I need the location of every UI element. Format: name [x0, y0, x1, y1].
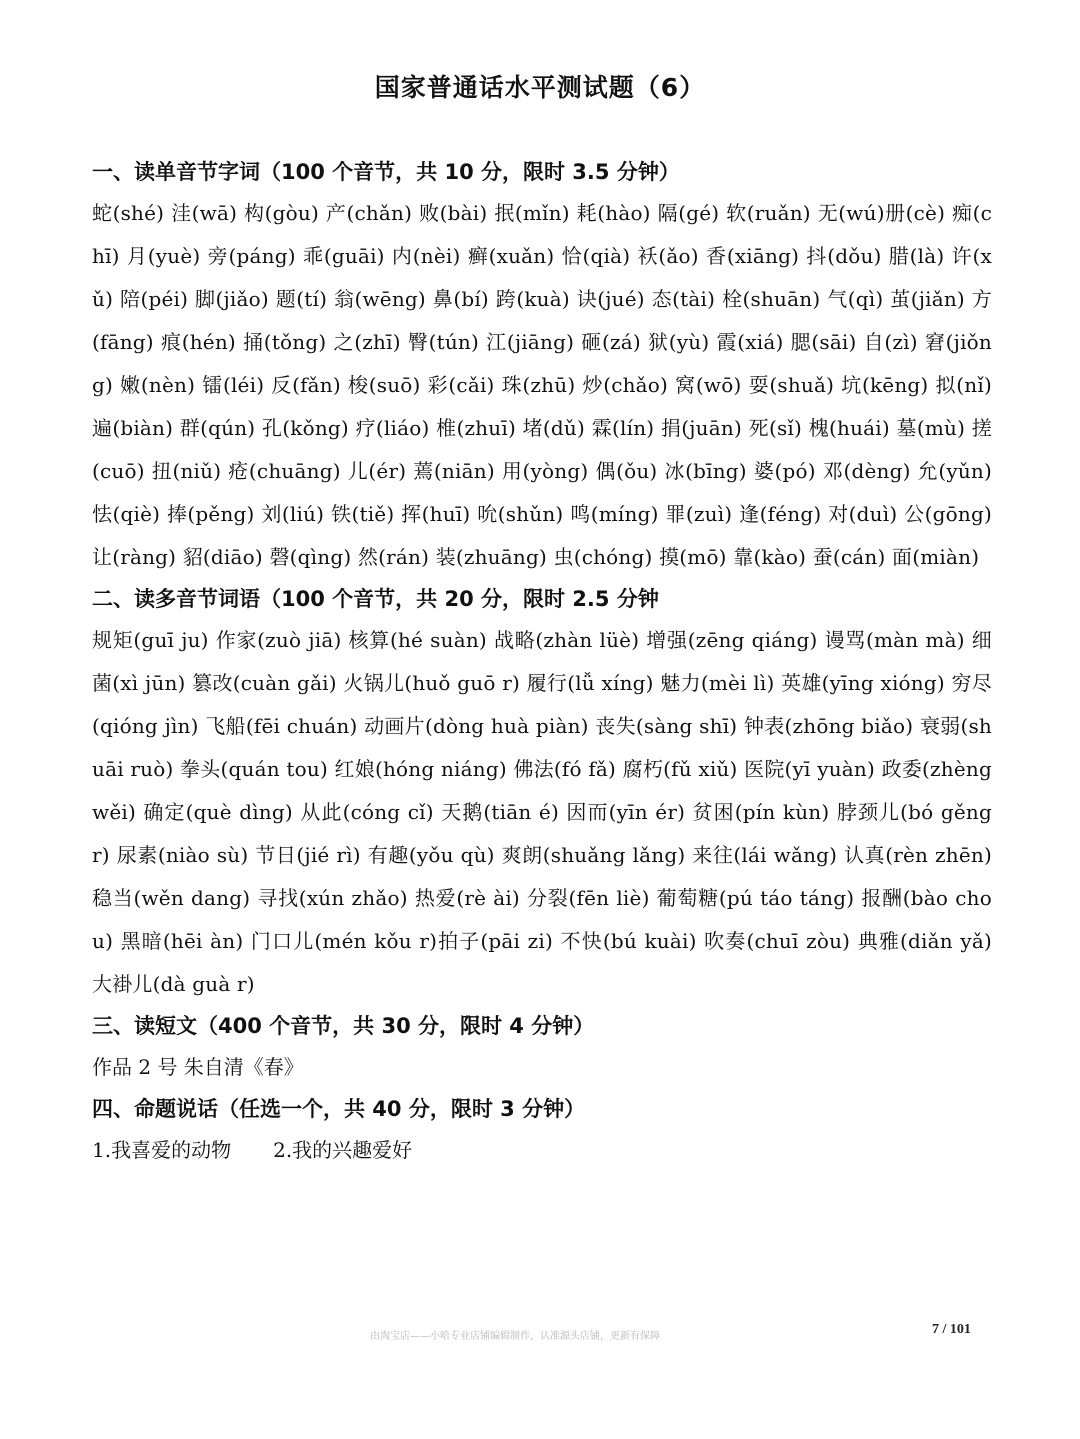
topic-item: 1.我喜爱的动物 [92, 1138, 232, 1162]
section-3-text: 作品 2 号 朱自清《春》 [92, 1055, 304, 1079]
section-2-heading: 二、读多音节词语（100 个音节，共 20 分，限时 2.5 分钟 [92, 587, 659, 611]
section-3-heading: 三、读短文（400 个音节，共 30 分，限时 4 分钟） [92, 1014, 595, 1038]
section-4-topics [92, 1129, 992, 1172]
document-body [92, 152, 992, 1172]
section-1-heading: 一、读单音节字词（100 个音节，共 10 分，限时 3.5 分钟） [92, 160, 680, 184]
topic-item: 2.我的兴趣爱好 [273, 1138, 413, 1162]
page-number: 7 / 101 [932, 1322, 971, 1337]
section-4-heading: 四、命题说话（任选一个，共 40 分，限时 3 分钟） [92, 1097, 586, 1121]
footer-note: 由淘宝店——小哈专业店铺编辑制作，认准源头店铺，更新有保障 [370, 1331, 660, 1342]
section-1-text: 蛇(shé) 洼(wā) 构(gòu) 产(chǎn) 败(bài) 抿(mǐn) 耗(hào) 隔(gé) 软(ruǎn) 无(wú)册(cè) 痴(chī) 月(yuè) 旁(páng) 乖(guāi) 内(nèi) 癣(xuǎn) 恰(qià) 袄(ǎo) 香(xiāng) 抖(dǒu) 腊(là) 许(xǔ) 陪(péi) 脚(jiǎo) 题(tí) 翁(wēng) 鼻(bí) 跨(kuà) 诀(jué) 态(tài) 栓(shuān) 气(qì) 茧(jiǎn) 方(fāng) 痕(hén) 捅(tǒng) 之(zhī) 臀(tún) 江(jiāng) 砸(zá) 狱(yù) 霞(xiá) 腮(sāi) 自(zì) 窘(jiǒng) 嫩(nèn) 镭(léi) 反(fǎn) 梭(suō) 彩(cǎi) 珠(zhū) 炒(chǎo) 窝(wō) 耍(shuǎ) 坑(kēng) 拟(nǐ) 遍(biàn) 群(qún) 孔(kǒng) 疗(liáo) 椎(zhuī) 堵(dǔ) 霖(lín) 捐(juān) 死(sǐ) 槐(huái) 墓(mù) 搓(cuō) 扭(niǔ) 疮(chuāng) 儿(ér) 蔫(niān) 用(yòng) 偶(ǒu) 冰(bīng) 婆(pó) 邓(dèng) 允(yǔn) 怯(qiè) 捧(pěng) 刘(liú) 铁(tiě) 挥(huī) 吮(shǔn) 鸣(míng) 罪(zuì) 逢(féng) 对(duì) 公(gōng) 让(ràng) 貂(diāo) 磬(qìng) 然(rán) 装(zhuāng) 虫(chóng) 摸(mō) 靠(kào) 蚕(cán) 面(miàn) [92, 201, 992, 569]
section-2-text: 规矩(guī ju) 作家(zuò jiā) 核算(hé suàn) 战略(zhàn lüè) 增强(zēng qiáng) 谩骂(màn mà) 细 菌(xì jūn) 篡改(cuàn gǎi) 火锅儿(huǒ guō r) 履行(lǚ xíng) 魅力(mèi lì) 英雄(yīng xióng) 穷尽(qióng jìn) 飞船(fēi chuán) 动画片(dòng huà piàn) 丧失(sàng shī) 钟表(zhōng biǎo) 衰弱(shuāi ruò) 拳头(quán tou) 红娘(hóng niáng) 佛法(fó fǎ) 腐朽(fǔ xiǔ) 医院(yī yuàn) 政委(zhèng wěi) 确定(què dìng) 从此(cóng cǐ) 天鹅(tiān é) 因而(yīn ér) 贫困(pín kùn) 脖颈儿(bó gěng r) 尿素(niào sù) 节日(jié rì) 有趣(yǒu qù) 爽朗(shuǎng lǎng) 来往(lái wǎng) 认真(rèn zhēn) 稳当(wěn dang) 寻找(xún zhǎo) 热爱(rè ài) 分裂(fēn liè) 葡萄糖(pú táo táng) 报酬(bào chou) 黑暗(hēi àn) 门口儿(mén kǒu r)拍子(pāi zi) 不快(bú kuài) 吹奏(chuī zòu) 典雅(diǎn yǎ) 大褂儿(dà guà r) [92, 628, 992, 996]
page-title: 国家普通话水平测试题（6） [374, 73, 706, 102]
